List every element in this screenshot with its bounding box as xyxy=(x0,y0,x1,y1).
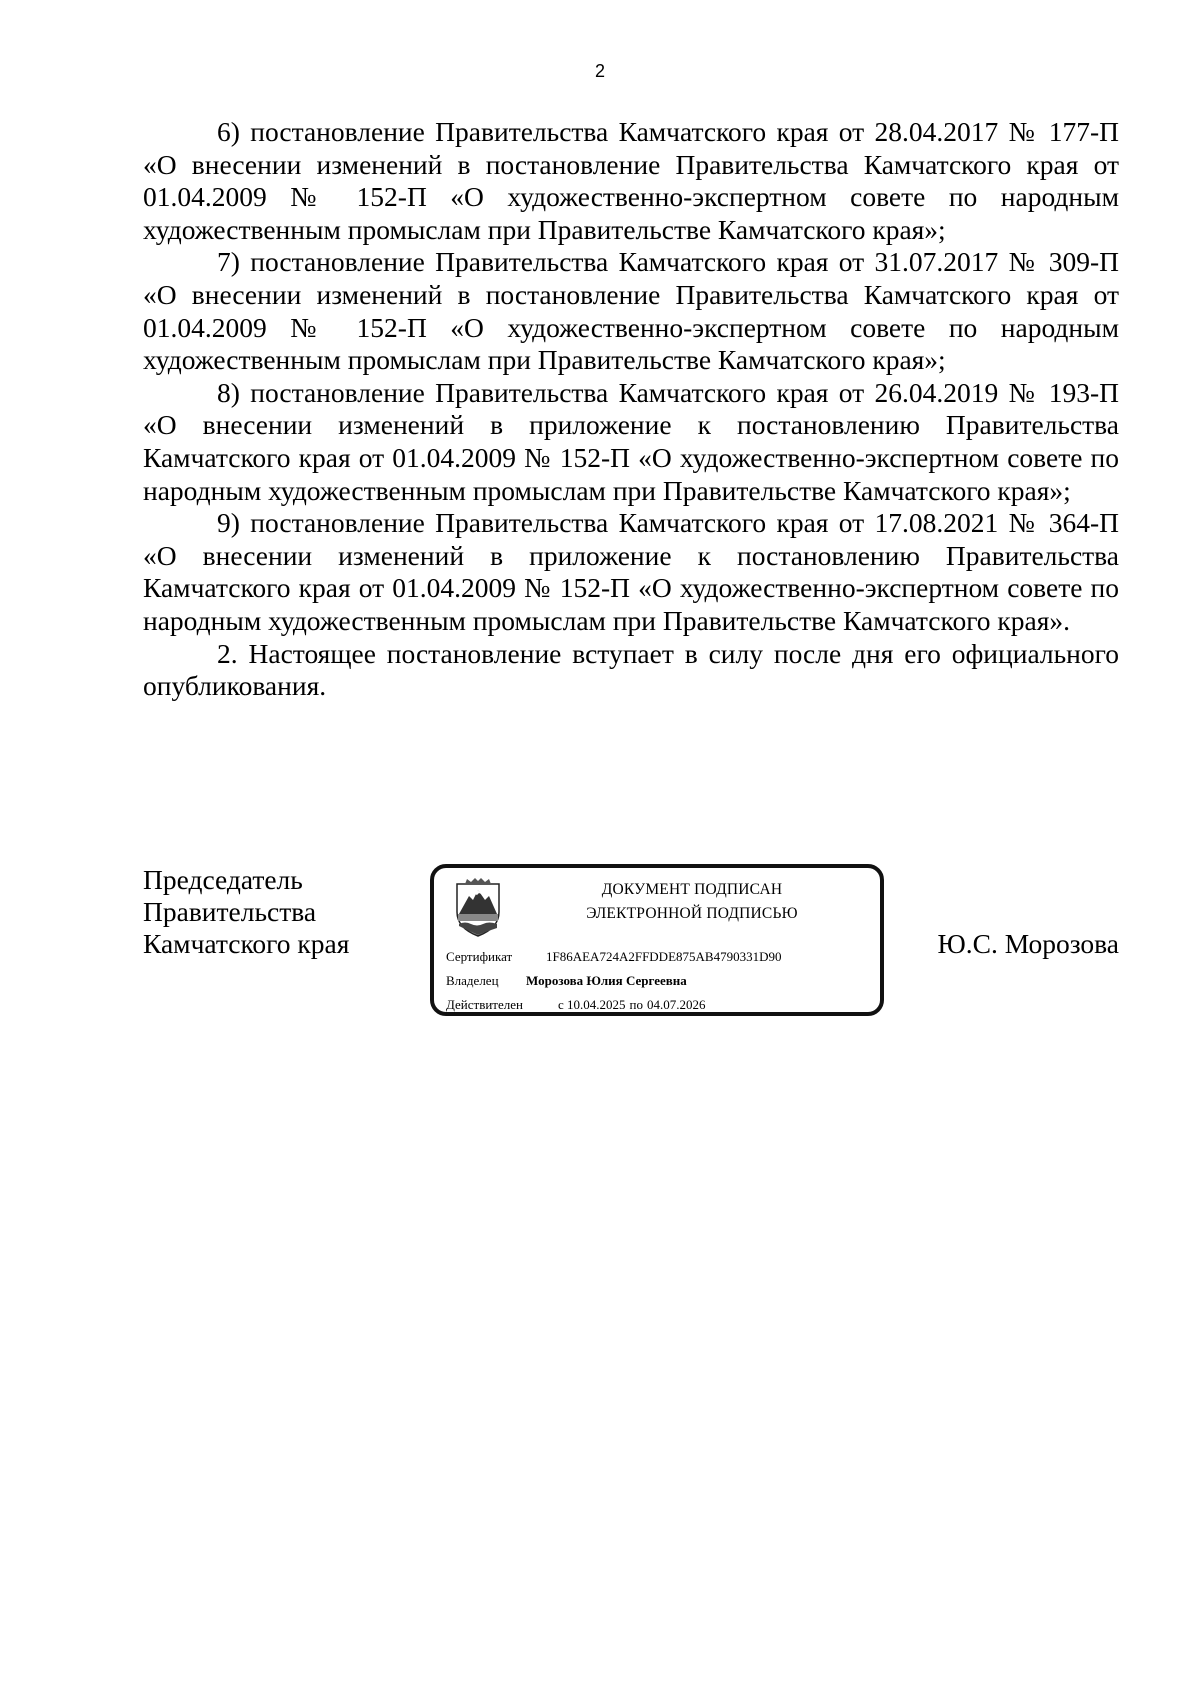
stamp-header xyxy=(514,878,870,926)
validity-to: 04.07.2026 xyxy=(647,997,706,1012)
validity-from: с 10.04.2025 xyxy=(558,997,626,1012)
validity-separator: по xyxy=(629,997,643,1012)
stamp-validity-row xyxy=(446,996,706,1014)
owner-value: Морозова Юлия Сергеевна xyxy=(526,973,687,988)
stamp-certificate-row xyxy=(446,948,781,966)
kamchatka-coat-of-arms-icon xyxy=(451,878,505,938)
stamp-owner-row xyxy=(446,972,687,990)
owner-label: Владелец xyxy=(446,973,499,988)
paragraph-item-9: 9) постановление Правительства Камчатского края от 17.08.2021 № 364-П «О внесении изменений в приложение к постановлению Правительства Камчатского края от 01.04.2009 № 152-П «О художественно-экспертном совете по народным художественным промыслам при Правительстве Камчатского края». xyxy=(143,507,1119,636)
document-body xyxy=(143,116,1119,703)
paragraph-item-7: 7) постановление Правительства Камчатского края от 31.07.2017 № 309-П «О внесении изменений в постановление Правительства Камчатского края от 01.04.2009 № 152-П «О художественно-экспертном совете по народным художественным промыслам при Правительстве Камчатского края»; xyxy=(143,246,1119,376)
paragraph-clause-2: 2. Настоящее постановление вступает в силу после дня его официального опубликования. xyxy=(143,637,1119,702)
signatory-position-line: Правительства xyxy=(143,896,317,927)
certificate-label: Сертификат xyxy=(446,949,513,964)
certificate-value: 1F86AEA724A2FFDDE875AB4790331D90 xyxy=(546,949,782,964)
signatory-position xyxy=(143,864,349,960)
paragraph-item-8: 8) постановление Правительства Камчатского края от 26.04.2019 № 193-П «О внесении изменений в приложение к постановлению Правительства Камчатского края от 01.04.2009 № 152-П «О художественно-экспертном совете по народным художественным промыслам при Правительстве Камчатского края»; xyxy=(143,376,1119,506)
signatory-position-line: Председатель xyxy=(143,864,303,895)
stamp-header-line: ЭЛЕКТРОННОЙ ПОДПИСЬЮ xyxy=(586,905,798,922)
page-number: 2 xyxy=(594,61,605,81)
paragraph-item-6: 6) постановление Правительства Камчатского края от 28.04.2017 № 177-П «О внесении изменений в постановление Правительства Камчатского края от 01.04.2009 № 152-П «О художественно-экспертном совете по народным художественным промыслам при Правительстве Камчатского края»; xyxy=(143,116,1119,245)
signatory-name: Ю.С. Морозова xyxy=(937,928,1119,959)
signatory-position-line: Камчатского края xyxy=(143,928,350,959)
validity-label: Действителен xyxy=(446,997,523,1012)
electronic-signature-stamp xyxy=(430,864,884,1016)
stamp-header-line: ДОКУМЕНТ ПОДПИСАН xyxy=(601,881,783,898)
